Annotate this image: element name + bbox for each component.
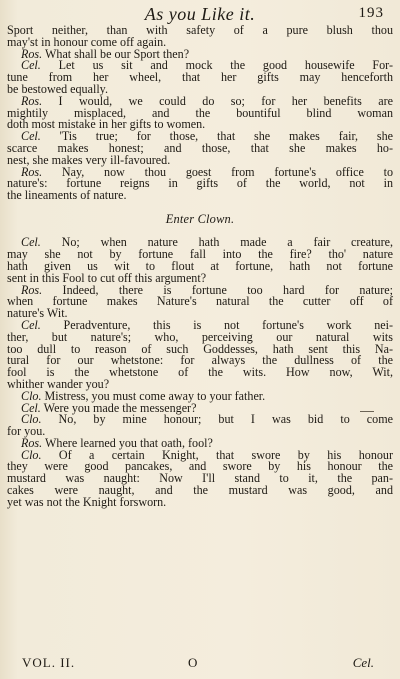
speaker-name: Clo.: [21, 412, 42, 427]
text-line: Sport neither, than with safety of a pure blush thou: [7, 23, 393, 37]
stage-direction: Enter Clown.: [165, 211, 235, 226]
speaker-name: Ros.: [21, 46, 43, 61]
speaker-name: Cel.: [21, 58, 41, 73]
speech-text: 'Tis true; for those, that she makes fair, she: [40, 129, 393, 144]
speaker-name: Ros.: [21, 282, 43, 297]
speech-text: No, by mine honour; but I was bid to come: [41, 412, 393, 427]
speech-text: Indeed, there is fortune too hard for nature;: [42, 282, 393, 297]
text-line: nest, she makes very ill-favoured.: [7, 152, 171, 167]
text-line: be bestowed equally.: [7, 81, 108, 96]
speech-text: No; when nature hath made a fair creature,: [40, 235, 393, 250]
speaker-name: Cel.: [21, 235, 41, 250]
text-line: hath given us wit to flout at fortune, hath not fortune: [7, 258, 393, 273]
text-line: for you.: [7, 424, 46, 439]
speaker-name: Cel.: [21, 129, 41, 144]
speaker-name: Cel.: [21, 317, 41, 332]
text-line: too dull to reason of such Goddesses, hath sent this Na-: [7, 341, 393, 356]
speech-text: Of a certain Knight, that swore by his honour: [41, 447, 393, 462]
play-text: [7, 25, 393, 509]
text-line: when fortune makes Nature's natural the cutter off of: [7, 294, 393, 309]
catchword: Cel.: [352, 655, 374, 670]
speech-text: Nay, now thou goest from fortune's office to: [42, 164, 393, 179]
text-line: nature's Wit.: [7, 306, 68, 321]
speaker-name: Clo.: [21, 388, 42, 403]
speech-text: I would, we could do so; for her benefits are: [42, 93, 393, 108]
text-line: doth most mistake in her gifts to women.: [7, 117, 206, 132]
speech-line: [7, 414, 393, 426]
running-title: As you Like it.: [144, 4, 256, 24]
signature-mark: O: [188, 655, 198, 670]
text-line: cakes were naught, and the mustard was good, and: [7, 483, 393, 498]
text-line: nature's: fortune reigns in gifts of the world, not in: [7, 176, 393, 191]
text-line: mustard was naught: Now I'll stand to it, the pan-: [7, 471, 393, 486]
speaker-name: Cel.: [21, 400, 41, 415]
margin-dash: [360, 411, 374, 412]
text-line: mightily misplaced, and the bountiful blind woman: [7, 105, 393, 120]
text-line: ther, but nature's; who, perceiving our natural wits: [7, 329, 393, 344]
speech-text: What shall be our Sport then?: [42, 46, 190, 61]
speech-text: Peradventure, this is not fortune's work nei-: [40, 317, 393, 332]
text-line: scarce makes honest; and those, that she makes ho-: [7, 140, 393, 155]
volume-label: VOL. II.: [22, 655, 76, 670]
text-line: tune from her wheel, that her gifts may henceforth: [7, 70, 393, 85]
text-line: sent in this Fool to cut off this argument?: [7, 270, 207, 285]
text-line: fool is the whetstone of the wits. How now, Wit,: [7, 365, 393, 380]
speaker-name: Clo.: [21, 447, 42, 462]
page-number: 193: [358, 5, 384, 21]
speech-text: Mistress, you must come away to your father.: [41, 388, 266, 403]
text-line: may'st in honour come off again.: [7, 34, 167, 49]
page-footer: [0, 655, 400, 671]
text-line: yet was not the Knight forsworn.: [7, 494, 167, 509]
speaker-name: Ros.: [21, 435, 43, 450]
text-line: tural for our whetstone: for always the dullness of the: [7, 353, 393, 368]
speaker-name: Ros.: [21, 164, 43, 179]
speaker-name: Ros.: [21, 93, 43, 108]
speech-text: Where learned you that oath, fool?: [42, 435, 213, 450]
text-line: the lineaments of nature.: [7, 188, 127, 203]
text-line: may she not by fortune fall into the fire? tho' nature: [7, 247, 393, 262]
text-line: whither wander you?: [7, 376, 110, 391]
speech-text: Let us sit and mock the good housewife For-: [40, 58, 393, 73]
text-line: they were good pancakes, and swore by his honour the: [7, 459, 393, 474]
speech-text: Were you made the messenger?: [40, 400, 197, 415]
